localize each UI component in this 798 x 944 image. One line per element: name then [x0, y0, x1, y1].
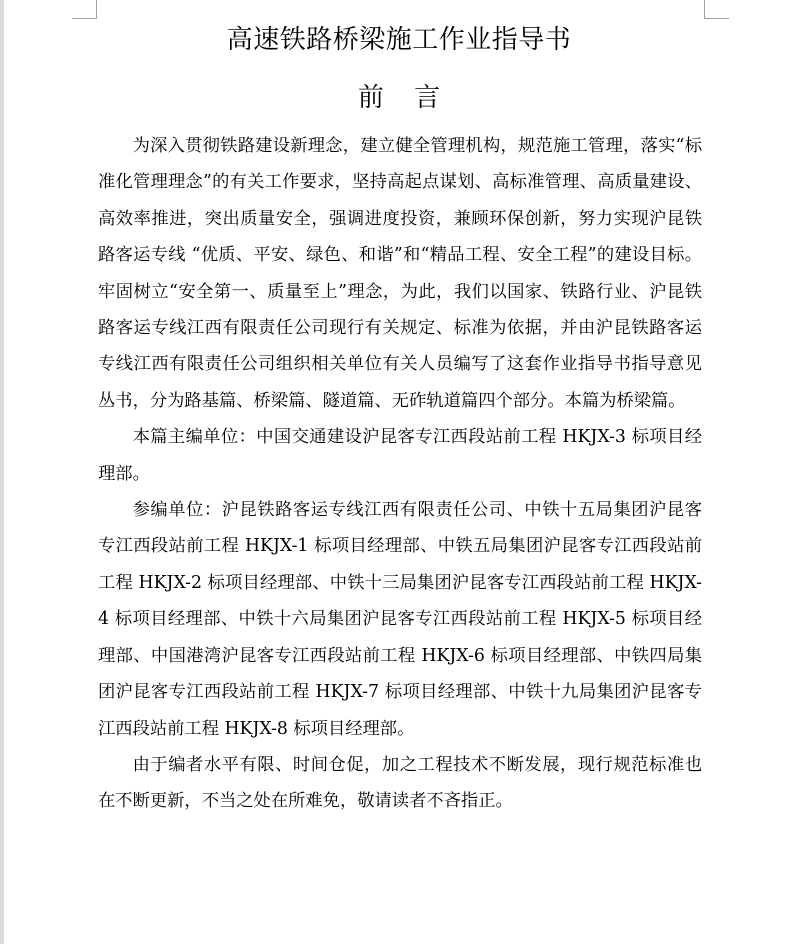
- paragraph-closing: 由于编者水平有限、时间仓促，加之工程技术不断发展，现行规范标准也在不断更新，不当之处在所难免，敬请读者不吝指正。: [98, 754, 702, 812]
- document-body: [98, 128, 702, 820]
- crop-mark-top-right: [704, 0, 729, 19]
- paragraph-intro: 为深入贯彻铁路建设新理念，建立健全管理机构，规范施工管理，落实“标准化管理理念”的有关工作要求，坚持高起点谋划、高标准管理、高质量建设、高效率推进，突出质量安全，强调进度投资，兼顾环保创新，努力实现沪昆铁路客运专线 “优质、平安、绿色、和谐”和“精品工程、安全工程”的建设目标。牢固树立“安全第一、质量至上”理念，为此，我们以国家、铁路行业、沪昆铁路客运专线江西有限责任公司现行有关规定、标准为依据，并由沪昆铁路客运专线江西有限责任公司组织相关单位有关人员编写了这套作业指导书指导意见丛书，分为路基篇、桥梁篇、隧道篇、无砟轨道篇四个部分。本篇为桥梁篇。: [98, 136, 702, 411]
- document-title: 高速铁路桥梁施工作业指导书: [226, 25, 572, 55]
- page-shadow-edge: [0, 0, 4, 944]
- crop-mark-top-left: [72, 0, 97, 19]
- paragraph-chief-editor: 本篇主编单位：中国交通建设沪昆客专江西段站前工程 HKJX-3 标项目经理部。: [98, 427, 702, 484]
- paragraph-contributors: 参编单位：沪昆铁路客运专线江西有限责任公司、中铁十五局集团沪昆客专江西段站前工程 HKJX-1 标项目经理部、中铁五局集团沪昆客专江西段站前工程 HKJX-2 标项目经理部、中铁十三局集团沪昆客专江西段站前工程 HKJX-4 标项目经理部、中铁十六局集团沪昆客专江西段站前工程 HKJX-5 标项目经理部、中国港湾沪昆客专江西段站前工程 HKJX-6 标项目经理部、中铁四局集团沪昆客专江西段站前工程 HKJX-7 标项目经理部、中铁十九局集团沪昆客专江西段站前工程 HKJX-8 标项目经理部。: [98, 500, 702, 739]
- section-heading: 前 言: [357, 83, 441, 113]
